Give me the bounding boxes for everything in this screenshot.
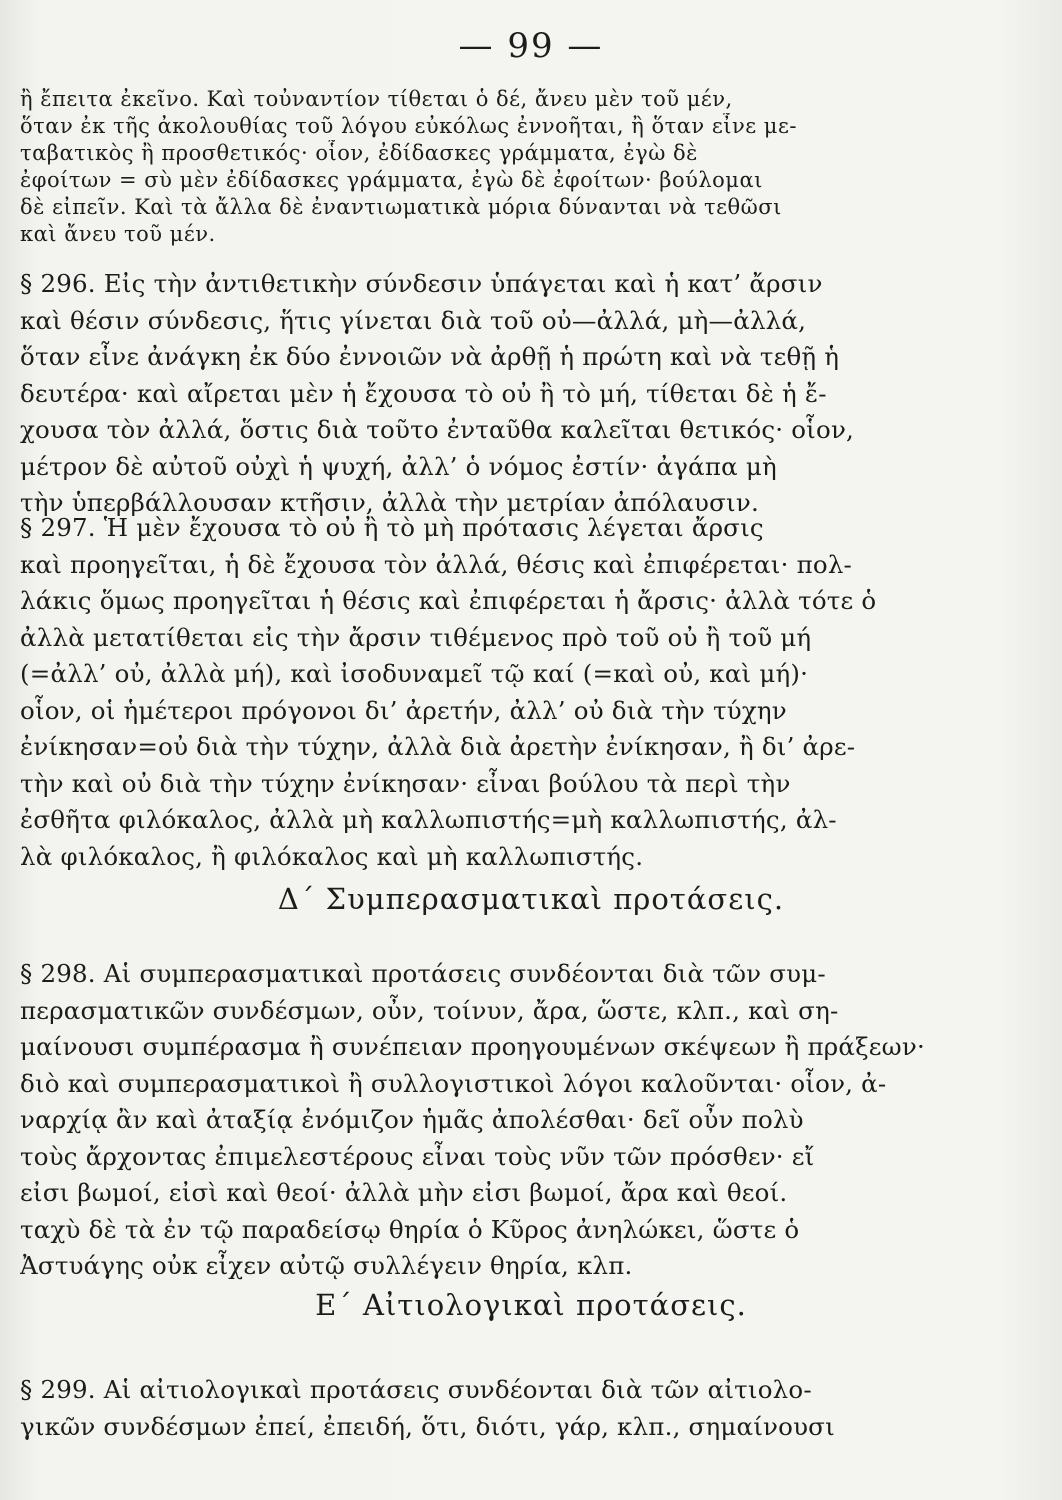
text-line: ταχὺ δὲ τὰ ἐν τῷ παραδείσῳ θηρία ὁ Κῦρος ἀνηλώκει, ὥστε ὁ	[20, 1214, 800, 1244]
text-line: μαίνουσι συμπέρασμα ἢ συνέπειαν προηγουμένων σκέψεων ἢ πράξεων·	[20, 1032, 925, 1061]
section-heading-e: Ε΄ Αἰτιολογικαὶ προτάσεις.	[315, 1288, 747, 1322]
text-line: § 298. Αἱ συμπερασματικαὶ προτάσεις συνδέονται διὰ τῶν συμ-	[20, 959, 826, 988]
text-line: ὅταν εἶνε ἀνάγκη ἐκ δύο ἐννοιῶν νὰ ἀρθῇ ἡ πρώτη καὶ νὰ τεθῇ ἡ	[20, 342, 840, 371]
text-line: καὶ ἄνευ τοῦ μέν.	[20, 222, 216, 246]
section-297	[20, 510, 1040, 875]
text-line: τοὺς ἄρχοντας ἐπιμελεστέρους εἶναι τοὺς νῦν τῶν πρόσθεν· εἴ	[20, 1141, 815, 1171]
intro-paragraph	[20, 86, 1040, 248]
text-line: εἰσι βωμοί, εἰσὶ καὶ θεοί· ἀλλὰ μὴν εἰσι βωμοί, ἄρα καὶ θεοί.	[20, 1178, 788, 1207]
text-line: δὲ εἰπεῖν. Καὶ τὰ ἄλλα δὲ ἐναντιωματικὰ μόρια δύνανται νὰ τεθῶσι	[20, 195, 782, 219]
text-line: καὶ προηγεῖται, ἡ δὲ ἔχουσα τὸν ἀλλά, θέσις καὶ ἐπιφέρεται· πολ-	[20, 549, 853, 579]
text-line: περασματικῶν συνδέσμων, οὖν, τοίνυν, ἄρα, ὥστε, κλπ., καὶ ση-	[20, 995, 839, 1025]
text-line: δευτέρα· καὶ αἴρεται μὲν ἡ ἔχουσα τὸ οὐ ἢ τὸ μή, τίθεται δὲ ἡ ἔ-	[20, 378, 827, 408]
text-line: λάκις ὅμως προηγεῖται ἡ θέσις καὶ ἐπιφέρεται ἡ ἄρσις· ἀλλὰ τότε ὁ	[20, 586, 877, 615]
text-line: μέτρον δὲ αὐτοῦ οὐχὶ ἡ ψυχή, ἀλλ’ ὁ νόμος ἐστίν· ἀγάπα μὴ	[20, 451, 777, 481]
text-line: ὅταν ἐκ τῆς ἀκολουθίας τοῦ λόγου εὐκόλως ἐννοῆται, ἢ ὅταν εἶνε με-	[20, 114, 797, 138]
text-line: § 297. Ἡ μὲν ἔχουσα τὸ οὐ ἢ τὸ μὴ πρότασις λέγεται ἄρσις	[20, 513, 764, 542]
section-heading-d: Δ΄ Συμπερασματικαὶ προτάσεις.	[277, 882, 785, 916]
text-line: τὴν καὶ οὐ διὰ τὴν τύχην ἐνίκησαν· εἶναι βούλου τὰ περὶ τὴν	[20, 768, 791, 798]
text-line: ἀλλὰ μετατίθεται εἰς τὴν ἄρσιν τιθέμενος πρὸ τοῦ οὐ ἢ τοῦ μή	[20, 622, 812, 652]
text-line: Ἀστυάγης οὐκ εἶχεν αὐτῷ συλλέγειν θηρία, κλπ.	[20, 1251, 633, 1280]
text-line: καὶ θέσιν σύνδεσις, ἥτις γίνεται διὰ τοῦ οὐ—ἀλλά, μὴ—ἀλλά,	[20, 305, 807, 335]
text-line: ἐνίκησαν=οὐ διὰ τὴν τύχην, ἀλλὰ διὰ ἀρετὴν ἐνίκησαν, ἢ δι’ ἀρε-	[20, 732, 856, 761]
text-line: οἷον, οἱ ἡμέτεροι πρόγονοι δι’ ἀρετήν, ἀλλ’ οὐ διὰ τὴν τύχην	[20, 695, 787, 725]
text-line: ναρχίᾳ ἂν καὶ ἀταξίᾳ ἐνόμιζον ἡμᾶς ἀπολέσθαι· δεῖ οὖν πολὺ	[20, 1105, 804, 1134]
text-line: χουσα τὸν ἀλλά, ὅστις διὰ τοῦτο ἐνταῦθα καλεῖται θετικός· οἷον,	[20, 415, 855, 444]
section-299	[20, 1372, 1040, 1445]
text-line: ἐφοίτων = σὺ μὲν ἐδίδασκες γράμματα, ἐγὼ δὲ ἐφοίτων· βούλομαι	[20, 168, 763, 192]
text-line: ταβατικὸς ἢ προσθετικός· οἷον, ἐδίδασκες γράμματα, ἐγὼ δὲ	[20, 141, 698, 165]
text-line: ἢ ἔπειτα ἐκεῖνο. Καὶ τοὐναντίον τίθεται ὁ δέ, ἄνευ μὲν τοῦ μέν,	[20, 87, 733, 111]
text-line: (=ἀλλ’ οὐ, ἀλλὰ μή), καὶ ἰσοδυναμεῖ τῷ καί (=καὶ οὐ, καὶ μή)·	[20, 659, 809, 688]
text-line: γικῶν συνδέσμων ἐπεί, ἐπειδή, ὅτι, διότι, γάρ, κλπ., σημαίνουσι	[20, 1411, 835, 1441]
section-296	[20, 266, 1040, 522]
text-line: τὴν ὑπερβάλλουσαν κτῆσιν, ἀλλὰ τὴν μετρίαν ἀπόλαυσιν.	[20, 488, 759, 517]
text-line: ἐσθῆτα φιλόκαλος, ἀλλὰ μὴ καλλωπιστής=μὴ καλλωπιστής, ἀλ-	[20, 805, 837, 834]
text-line: § 296. Εἰς τὴν ἀντιθετικὴν σύνδεσιν ὑπάγεται καὶ ἡ κατ’ ἄρσιν	[20, 269, 823, 298]
text-line: § 299. Αἱ αἰτιολογικαὶ προτάσεις συνδέονται διὰ τῶν αἰτιολο-	[20, 1375, 812, 1404]
text-line: διὸ καὶ συμπερασματικοὶ ἢ συλλογιστικοὶ λόγοι καλοῦνται· οἷον, ἀ-	[20, 1068, 887, 1098]
text-line: λὰ φιλόκαλος, ἢ φιλόκαλος καὶ μὴ καλλωπιστής.	[20, 841, 644, 871]
page-number: — 99 —	[458, 26, 604, 66]
section-298	[20, 956, 1040, 1285]
